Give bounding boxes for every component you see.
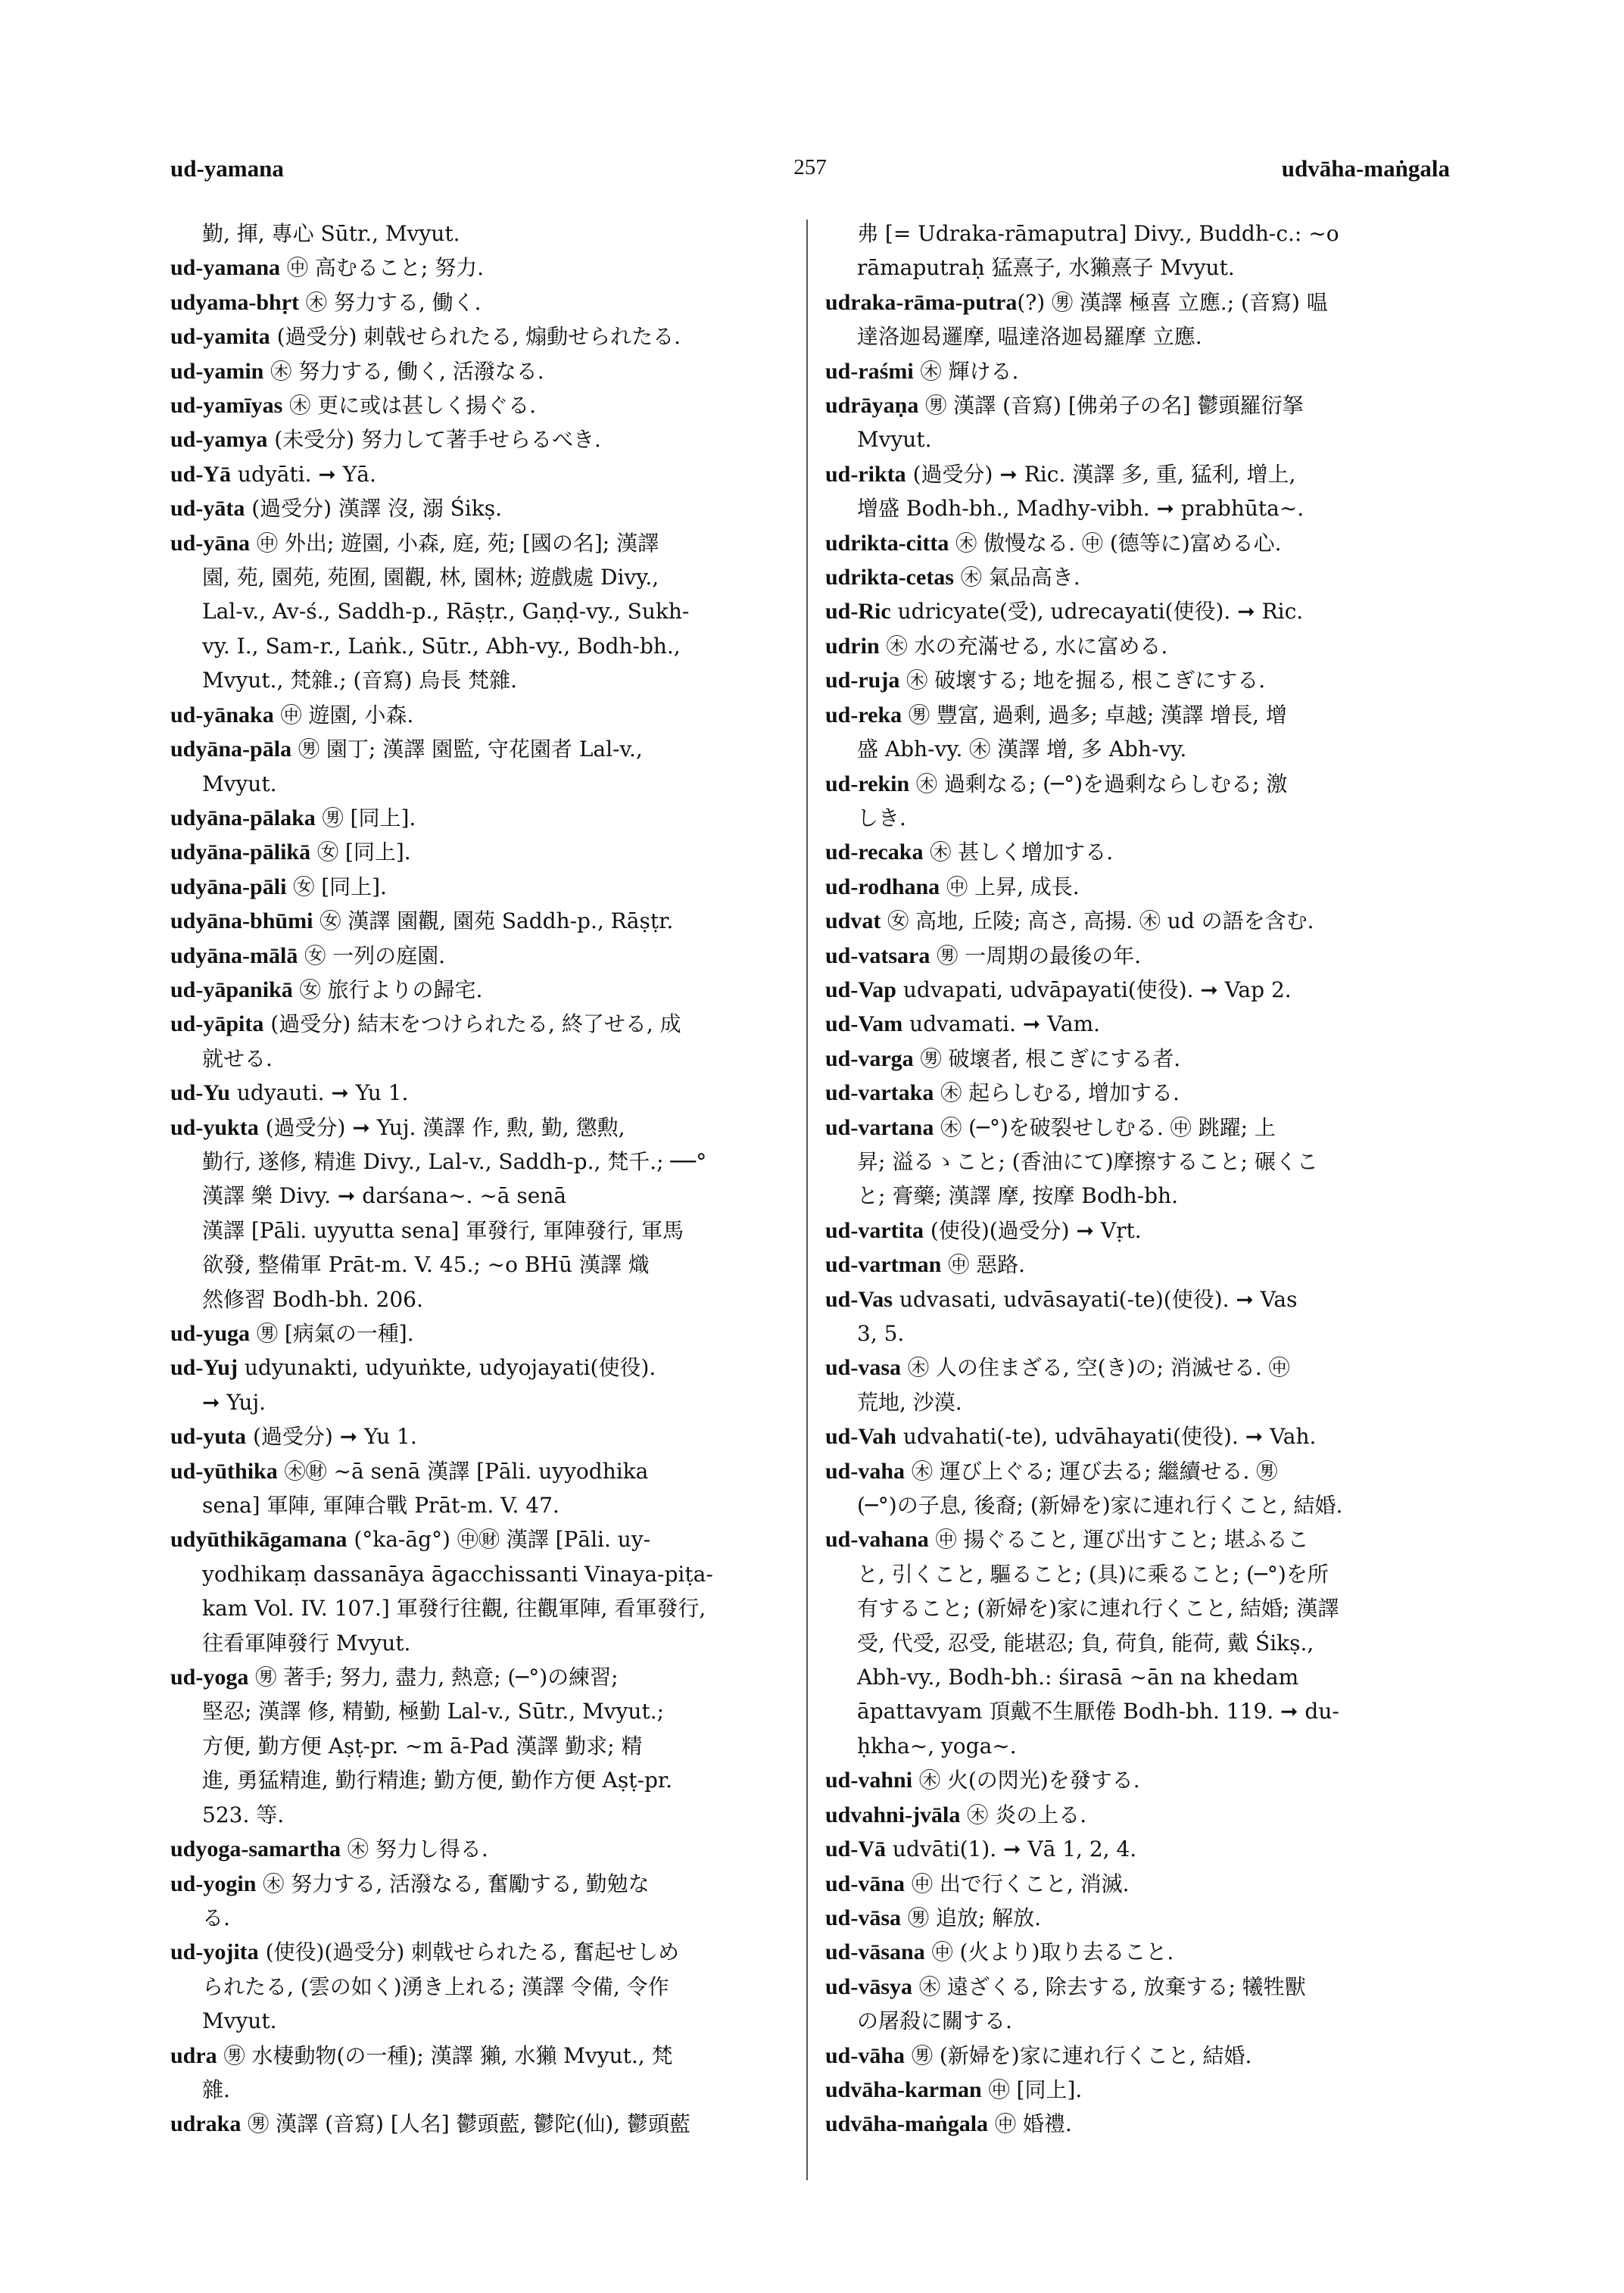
dictionary-entry (825, 870, 1454, 904)
running-head-left: ud-yamana (170, 155, 284, 182)
dictionary-entry (170, 2039, 791, 2073)
definition-text: ㊚ 漢譯 (音寫) [人名] 鬱頭藍, 鬱陀(仙), 鬱頭藍 (241, 2111, 691, 2137)
headword: ud-Ric (825, 599, 891, 625)
dictionary-entry (825, 1454, 1454, 1488)
dictionary-entry (170, 1832, 791, 1866)
dictionary-entry (825, 904, 1454, 938)
entry-continuation-line (825, 1385, 1454, 1419)
headword: udrāyaṇa (825, 393, 919, 419)
dictionary-entry (170, 1007, 791, 1041)
entry-continuation-line (825, 732, 1454, 766)
definition-text: udvamati. ➞ Vam. (902, 1011, 1101, 1037)
definition-text: しき. (857, 805, 906, 830)
headword: ud-Yā (170, 461, 232, 487)
entry-continuation-line (170, 1042, 791, 1076)
headword: ud-yamya (170, 427, 268, 453)
dictionary-entry (825, 1111, 1454, 1145)
definition-text: ㊍ 甚しく增加する. (923, 840, 1114, 865)
definition-text: udvahati(-te), udvāhayati(使役). ➞ Vah. (896, 1424, 1317, 1450)
headword: ud-yogin (170, 1871, 257, 1896)
headword: ud-yāna (170, 530, 251, 556)
definition-text: Mvyut., 梵雜.; (音寫) 烏長 梵雜. (202, 668, 518, 693)
definition-text: (過受分) ➞ Yuj. 漢譯 作, 勲, 勤, 懲勲, (258, 1114, 625, 1140)
definition-text: ㊥ 上昇, 成長. (940, 874, 1080, 899)
entry-continuation-line (170, 2073, 791, 2107)
headword: ud-yamana (170, 255, 281, 281)
definition-text: ㊍ 更に或は甚しく揚ぐる. (282, 393, 537, 419)
definition-text: ㊚ 追放; 解放. (901, 1905, 1042, 1930)
right-column (825, 217, 1454, 2142)
definition-text: udyunakti, udyuṅkte, udyojayati(使役). (237, 1355, 656, 1381)
definition-text: udyauti. ➞ Yu 1. (229, 1080, 409, 1106)
entry-continuation-line (825, 1729, 1454, 1763)
dictionary-entry (825, 526, 1454, 560)
definition-text: 欲發, 整備軍 Prāt-m. V. 45.; ∼o BHū 漢譯 熾 (202, 1252, 650, 1278)
definition-text: ㊚ 園丁; 漢譯 園監, 守花園者 Lal-v., (291, 737, 643, 762)
definition-text: ㊍ 遠ざくる, 除去する, 放棄する; 犧牲獸 (912, 1974, 1306, 1999)
definition-text: yodhikaṃ dassanāya āgacchissanti Vinaya-piṭa- (202, 1561, 713, 1587)
dictionary-entry (170, 1522, 791, 1556)
entry-continuation-line (825, 1660, 1454, 1694)
dictionary-entry (825, 1763, 1454, 1797)
entry-continuation-line (170, 767, 791, 801)
headword: ud-vāsana (825, 1939, 925, 1965)
dictionary-entry (170, 1454, 791, 1488)
dictionary-entry (825, 1076, 1454, 1110)
definition-text: (未受分) 努力して著手せらるべき. (267, 427, 601, 453)
definition-text: 園, 苑, 園苑, 苑囿, 園觀, 林, 園林; 遊戲處 Divy., (202, 565, 659, 590)
entry-continuation-line (825, 2004, 1454, 2038)
dictionary-entry (170, 1660, 791, 1694)
definition-text: ㊍ (─°)を破裂せしむる. ㊥ 跳躍; 上 (934, 1114, 1276, 1140)
dictionary-entry (170, 319, 791, 354)
definition-text: udyāti. ➞ Yā. (231, 461, 376, 487)
entry-continuation-line (170, 1248, 791, 1282)
definition-text: ㊍ 過剩なる; (─°)を過剩ならしむる; 激 (909, 771, 1288, 796)
definition-text: Mvyut. (202, 2008, 277, 2034)
definition-text: ㊍㊖ ∼ā senā 漢譯 [Pāli. uyyodhika (277, 1458, 649, 1484)
headword: ud-Yu (170, 1080, 230, 1106)
dictionary-entry (170, 904, 791, 938)
definition-text: ㊍ 輝ける. (913, 358, 1019, 384)
dictionary-entry (825, 560, 1454, 594)
definition-text: ㊍ 破壞する; 地を掘る, 根こぎにする. (899, 668, 1266, 693)
entry-continuation-line (170, 2004, 791, 2038)
definition-text: ㊚ [同上]. (315, 805, 416, 830)
entry-continuation-line (825, 217, 1454, 251)
headword: ud-yamin (170, 358, 264, 384)
headword: udyāna-mālā (170, 942, 298, 968)
dictionary-entry (170, 1351, 791, 1385)
headword: udraka-rāma-putra (825, 289, 1018, 315)
headword: ud-Vā (825, 1837, 887, 1862)
definition-text: Mvyut. (202, 771, 277, 796)
dictionary-entry (170, 526, 791, 560)
headword: ud-vasa (825, 1355, 902, 1381)
headword: ud-vartita (825, 1217, 924, 1243)
dictionary-entry (825, 1248, 1454, 1282)
dictionary-entry (825, 1419, 1454, 1453)
entry-continuation-line (170, 1901, 791, 1935)
definition-text: ㊍ 努力する, 働く, 活潑なる. (263, 358, 544, 384)
definition-text: 進, 勇猛精進, 勤行精進; 勤方便, 勤作方便 Aṣṭ-pr. (202, 1768, 673, 1793)
headword: udvat (825, 908, 881, 934)
entry-continuation-line (825, 1179, 1454, 1213)
headword: ud-yamīyas (170, 393, 283, 419)
entry-continuation-line (170, 1729, 791, 1763)
headword: ud-Vas (825, 1286, 893, 1312)
headword: udyāna-pāla (170, 737, 292, 762)
definition-text: 堅忍; 漢譯 修, 精勤, 極勤 Lal-v., Sūtr., Mvyut.; (202, 1699, 665, 1724)
definition-text: 523. 等. (202, 1802, 285, 1827)
headword: ud-yūthika (170, 1458, 278, 1484)
headword: ud-Vam (825, 1011, 903, 1037)
dictionary-entry (170, 732, 791, 766)
entry-continuation-line (825, 1626, 1454, 1660)
dictionary-entry (825, 354, 1454, 388)
definition-text: ㊛ [同上]. (286, 874, 387, 899)
headword: udyoga-samartha (170, 1837, 341, 1862)
definition-text: 往看軍陣發行 Mvyut. (202, 1630, 411, 1656)
dictionary-entry (170, 835, 791, 869)
dictionary-entry (825, 767, 1454, 801)
entry-continuation-line (825, 1316, 1454, 1351)
left-column (170, 217, 791, 2142)
definition-text: 方便, 勤方便 Aṣṭ-pr. ∼m ā-Pad 漢譯 勤求; 精 (202, 1733, 643, 1759)
entry-continuation-line (170, 217, 791, 251)
dictionary-entry (825, 457, 1454, 491)
entry-continuation-line (170, 560, 791, 594)
definition-text: Abh-vy., Bodh-bh.: śirasā ∼ān na khedam (857, 1665, 1299, 1690)
definition-text: 盛 Abh-vy. ㊍ 漢譯 增, 多 Abh-vy. (857, 737, 1187, 762)
entry-continuation-line (170, 1385, 791, 1419)
definition-text: ㊥ [同上]. (981, 2076, 1083, 2102)
definition-text: 就せる. (202, 1045, 273, 1071)
headword: ud-varga (825, 1045, 914, 1071)
headword: ud-rikta (825, 461, 906, 487)
definition-text: udvasati, udvāsayati(-te)(使役). ➞ Vas (892, 1286, 1298, 1312)
headword: ud-yuta (170, 1424, 247, 1450)
page-number: 257 (793, 155, 827, 179)
headword: udyama-bhṛt (170, 289, 300, 315)
definition-text: ㊛ 旅行よりの歸宅. (292, 977, 483, 1002)
definition-text: ㊚ 水棲動物(の一種); 漢譯 獺, 水獺 Mvyut., 梵 (217, 2042, 673, 2068)
definition-text: (─°)の子息, 後裔; (新婦を)家に連れ行くこと, 結婚. (857, 1493, 1343, 1519)
definition-text: ㊍ 氣品高き. (953, 565, 1080, 590)
headword: udrikta-cetas (825, 565, 954, 590)
definition-text: Lal-v., Av-ś., Saddh-p., Rāṣṭr., Gaṇḍ-vy., Sukh- (202, 599, 690, 625)
definition-text: 勤, 揮, 專心 Sūtr., Mvyut. (202, 221, 460, 246)
definition-text: ㊍ 傲慢なる. ㊥ (德等に)富める心. (949, 530, 1282, 556)
dictionary-entry (825, 698, 1454, 732)
headword: ud-ruja (825, 668, 900, 693)
definition-text: ➞ Yuj. (202, 1389, 267, 1415)
definition-text: 昇; 溢るゝこと; (香油にて)摩擦すること; 碾くこ (857, 1148, 1318, 1174)
dictionary-entry (170, 354, 791, 388)
definition-text: ㊥ 揚ぐること, 運び出すこと; 堪ふるこ (928, 1527, 1309, 1553)
definition-text: vy. I., Sam-r., Laṅk., Sūtr., Abh-vy., Bodh-bh., (202, 633, 681, 659)
dictionary-entry (170, 870, 791, 904)
definition-text: ㊍ 人の住まざる, 空(き)の; 消滅せる. ㊥ (901, 1355, 1290, 1381)
dictionary-entry (170, 251, 791, 285)
definition-text: (過受分) ➞ Yu 1. (246, 1424, 417, 1450)
headword: ud-raśmi (825, 358, 914, 384)
definition-text: ㊍ 努力する, 働く. (299, 289, 482, 315)
headword: udvāha-maṅgala (825, 2111, 989, 2137)
headword: ud-vahni (825, 1768, 913, 1793)
dictionary-entry (825, 973, 1454, 1007)
running-head-right: udvāha-maṅgala (1281, 155, 1450, 182)
definition-text: と; 膏藥; 漢譯 摩, 按摩 Bodh-bh. (857, 1183, 1178, 1209)
dictionary-entry (170, 2107, 791, 2141)
headword: udyāna-pālikā (170, 840, 311, 865)
dictionary-entry (170, 285, 791, 319)
definition-text: (過受分) 漢譯 沒, 溺 Śikṣ. (245, 496, 502, 522)
dictionary-entry (825, 2039, 1454, 2073)
headword: udra (170, 2042, 217, 2068)
headword: ud-yojita (170, 1939, 259, 1965)
definition-text: ㊛ 一列の庭園. (298, 942, 446, 968)
headword: ud-vartman (825, 1252, 942, 1278)
dictionary-entry (825, 663, 1454, 697)
headword: ud-vāna (825, 1871, 906, 1896)
entry-continuation-line (170, 1213, 791, 1248)
headword: udvahni-jvāla (825, 1802, 961, 1827)
definition-text: ㊥ 婚禮. (988, 2111, 1072, 2137)
definition-text: 3, 5. (857, 1321, 905, 1346)
definition-text: Mvyut. (857, 427, 932, 453)
dictionary-entry (825, 1970, 1454, 2004)
definition-text: ㊥ 惡路. (941, 1252, 1026, 1278)
definition-text: られたる, (雲の如く)湧き上れる; 漢譯 令備, 令作 (202, 1974, 669, 1999)
dictionary-entry (825, 2107, 1454, 2141)
entry-continuation-line (825, 1557, 1454, 1591)
definition-text: ㊚ 著手; 努力, 盡力, 熱意; (─°)の練習; (248, 1665, 619, 1690)
dictionary-entry (170, 1867, 791, 1901)
definition-text: (過受分) 結末をつけられたる, 終了せる, 成 (263, 1011, 681, 1037)
headword: ud-Vah (825, 1424, 896, 1450)
entry-continuation-line (170, 1557, 791, 1591)
dictionary-entry (825, 1798, 1454, 1832)
definition-text: 弗 [= Udraka-rāmaputra] Divy., Buddh-c.: ∼o (857, 221, 1339, 246)
headword: ud-yānaka (170, 702, 274, 727)
headword: ud-Vap (825, 977, 896, 1002)
definition-text: と, 引くこと, 驅ること; (具)に乘ること; (─°)を所 (857, 1561, 1329, 1587)
definition-text: 受, 代受, 忍受, 能堪忍; 負, 荷負, 能荷, 戴 Śikṣ., (857, 1630, 1314, 1656)
dictionary-entry (170, 801, 791, 835)
definition-text: ㊚ 漢譯 (音寫) [佛弟子の名] 鬱頭羅衍拏 (918, 393, 1304, 419)
headword: udyūthikāgamana (170, 1527, 348, 1553)
headword: ud-yuga (170, 1321, 251, 1346)
headword: ud-yoga (170, 1665, 249, 1690)
headword: udyāna-pālaka (170, 805, 316, 830)
definition-text: ㊍ 努力する, 活潑なる, 奮勵する, 勤勉な (256, 1871, 650, 1896)
definition-text: udvāti(1). ➞ Vā 1, 2, 4. (886, 1837, 1137, 1862)
definition-text: ㊥ 外出; 遊園, 小森, 庭, 苑; [國の名]; 漢譯 (250, 530, 659, 556)
dictionary-entry (170, 939, 791, 973)
headword: ud-vāha (825, 2042, 906, 2068)
headword: udrin (825, 633, 880, 659)
definition-text: る. (202, 1905, 230, 1930)
definition-text: ㊥ 出で行くこと, 消滅. (905, 1871, 1130, 1896)
dictionary-entry (170, 388, 791, 422)
headword: ud-yukta (170, 1114, 259, 1140)
entry-continuation-line (170, 1591, 791, 1625)
definition-text: rāmaputraḥ 猛熹子, 水獺熹子 Mvyut. (857, 255, 1235, 281)
definition-text: ㊍ 起らしむる, 增加する. (934, 1080, 1180, 1106)
headword: ud-vāsya (825, 1974, 913, 1999)
definition-text: ㊍ 運び上ぐる; 運び去る; 繼續せる. ㊚ (905, 1458, 1278, 1484)
definition-text: sena] 軍陣, 軍陣合戰 Prāt-m. V. 47. (202, 1493, 560, 1519)
dictionary-entry (825, 2073, 1454, 2107)
definition-text: udvapati, udvāpayati(使役). ➞ Vap 2. (896, 977, 1292, 1002)
definition-text: (?) ㊚ 漢譯 極喜 立應.; (音寫) 嗢 (1017, 289, 1328, 315)
headword: ud-vahana (825, 1527, 929, 1553)
entry-continuation-line (170, 1970, 791, 2004)
entry-continuation-line (825, 491, 1454, 525)
headword: udyāna-bhūmi (170, 908, 313, 934)
headword: ud-recaka (825, 840, 924, 865)
dictionary-entry (825, 1282, 1454, 1316)
dictionary-entry (825, 1832, 1454, 1866)
entry-continuation-line (170, 1145, 791, 1179)
dictionary-entry (170, 1316, 791, 1351)
entry-continuation-line (825, 801, 1454, 835)
definition-text: 有すること; (新婦を)家に連れ行くこと, 結婚; 漢譯 (857, 1596, 1339, 1622)
definition-text: ㊚ 豐富, 過剩, 過多; 卓越; 漢譯 增長, 增 (902, 702, 1287, 727)
entry-continuation-line (825, 1488, 1454, 1522)
dictionary-entry (825, 629, 1454, 663)
definition-text: 荒地, 沙漠. (857, 1389, 962, 1415)
definition-text: (使役)(過受分) 刺戟せられたる, 奮起せしめ (258, 1939, 679, 1965)
headword: ud-vatsara (825, 942, 930, 968)
entry-continuation-line (170, 1282, 791, 1316)
entry-continuation-line (825, 1145, 1454, 1179)
definition-text: 增盛 Bodh-bh., Madhy-vibh. ➞ prabhūta∼. (857, 496, 1304, 522)
definition-text: ㊛ 高地, 丘陵; 高さ, 高揚. ㊍ ud の語を含む. (881, 908, 1314, 934)
headword: ud-yamita (170, 324, 270, 350)
definition-text: ㊍ 炎の上る. (960, 1802, 1087, 1827)
headword: ud-yāpita (170, 1011, 264, 1037)
definition-text: の屠殺に關する. (857, 2008, 1012, 2034)
dictionary-entry (170, 491, 791, 525)
definition-text: 漢譯 樂 Divy. ➞ darśana∼. ∼ā senā (202, 1183, 567, 1209)
definition-text: ㊚ [病氣の一種]. (250, 1321, 414, 1346)
entry-continuation-line (170, 594, 791, 628)
dictionary-entry (170, 1419, 791, 1453)
definition-text: kam Vol. IV. 107.] 軍發行往觀, 往觀軍陣, 看軍發行, (202, 1596, 706, 1622)
definition-text: ㊚ 破壞者, 根こぎにする者. (913, 1045, 1181, 1071)
dictionary-entry (825, 1351, 1454, 1385)
headword: udrikta-citta (825, 530, 949, 556)
dictionary-entry (825, 285, 1454, 319)
dictionary-entry (825, 594, 1454, 628)
dictionary-entry (825, 1007, 1454, 1041)
definition-text: (使役)(過受分) ➞ Vṛt. (924, 1217, 1142, 1243)
definition-text: 漢譯 [Pāli. uyyutta sena] 軍發行, 軍陣發行, 軍馬 (202, 1217, 684, 1243)
entry-continuation-line (825, 319, 1454, 354)
dictionary-entry (170, 1076, 791, 1110)
definition-text: ㊍ 努力し得る. (341, 1837, 488, 1862)
dictionary-entry (170, 1111, 791, 1145)
definition-text: (過受分) ➞ Ric. 漢譯 多, 重, 猛利, 增上, (906, 461, 1296, 487)
dictionary-entry (825, 939, 1454, 973)
entry-continuation-line (170, 1626, 791, 1660)
dictionary-entry (170, 698, 791, 732)
entry-continuation-line (825, 422, 1454, 456)
entry-continuation-line (170, 663, 791, 697)
definition-text: ㊥ (火より)取り去ること. (924, 1939, 1174, 1965)
definition-text: 然修習 Bodh-bh. 206. (202, 1286, 423, 1312)
definition-text: ㊍ 水の充滿せる, 水に富める. (879, 633, 1168, 659)
definition-text: ㊥ 遊園, 小森. (273, 702, 414, 727)
column-divider (806, 220, 808, 2180)
headword: ud-Yuj (170, 1355, 238, 1381)
headword: ud-vartana (825, 1114, 934, 1140)
definition-text: (過受分) 刺戟せられたる, 煽動せられたる. (270, 324, 681, 350)
dictionary-entry (170, 422, 791, 456)
entry-continuation-line (825, 251, 1454, 285)
headword: udyāna-pāli (170, 874, 287, 899)
headword: ud-reka (825, 702, 902, 727)
definition-text: 達洛迦曷邏摩, 嗢達洛迦曷羅摩 立應. (857, 324, 1202, 350)
entry-continuation-line (170, 629, 791, 663)
definition-text: 雜. (202, 2076, 230, 2102)
definition-text: ㊛ [同上]. (310, 840, 411, 865)
headword: ud-yāta (170, 496, 245, 522)
definition-text: ㊍ 火(の閃光)を發する. (912, 1768, 1140, 1793)
entry-continuation-line (170, 1694, 791, 1728)
definition-text: ㊥ 高むること; 努力. (280, 255, 485, 281)
entry-continuation-line (825, 1591, 1454, 1625)
dictionary-entry (825, 1042, 1454, 1076)
headword: ud-vāsa (825, 1905, 902, 1930)
entry-continuation-line (170, 1179, 791, 1213)
dictionary-entry (825, 388, 1454, 422)
headword: ud-yāpanikā (170, 977, 293, 1002)
definition-text: (°ka-āg°) ㊥㊖ 漢譯 [Pāli. uy- (347, 1527, 651, 1553)
definition-text: udricyate(受), udrecayati(使役). ➞ Ric. (890, 599, 1304, 625)
dictionary-entry (825, 1901, 1454, 1935)
headword: ud-vartaka (825, 1080, 934, 1106)
entry-continuation-line (825, 1694, 1454, 1728)
entry-continuation-line (170, 1763, 791, 1797)
dictionary-entry (170, 973, 791, 1007)
dictionary-entry (825, 1213, 1454, 1248)
definition-text: ㊚ 一周期の最後の年. (930, 942, 1142, 968)
headword: ud-vaha (825, 1458, 906, 1484)
dictionary-entry (825, 1522, 1454, 1556)
entry-continuation-line (170, 1488, 791, 1522)
headword: udvāha-karman (825, 2076, 982, 2102)
dictionary-entry (825, 835, 1454, 869)
definition-text: ㊚ (新婦を)家に連れ行くこと, 結婚. (905, 2042, 1252, 2068)
headword: ud-rodhana (825, 874, 940, 899)
headword: ud-rekin (825, 771, 910, 796)
definition-text: 勤行, 遂修, 精進 Divy., Lal-v., Saddh-p., 梵千.; ──° (202, 1148, 707, 1174)
headword: udraka (170, 2111, 242, 2137)
definition-text: ḥkha∼, yoga∼. (857, 1733, 1017, 1759)
dictionary-entry (170, 1935, 791, 1969)
page-header (170, 155, 1450, 188)
entry-continuation-line (170, 1798, 791, 1832)
dictionary-entry (170, 457, 791, 491)
dictionary-entry (825, 1935, 1454, 1969)
definition-text: āpattavyam 頂戴不生厭倦 Bodh-bh. 119. ➞ du- (857, 1699, 1339, 1724)
definition-text: ㊛ 漢譯 園觀, 園苑 Saddh-p., Rāṣṭr. (313, 908, 674, 934)
dictionary-entry (825, 1867, 1454, 1901)
